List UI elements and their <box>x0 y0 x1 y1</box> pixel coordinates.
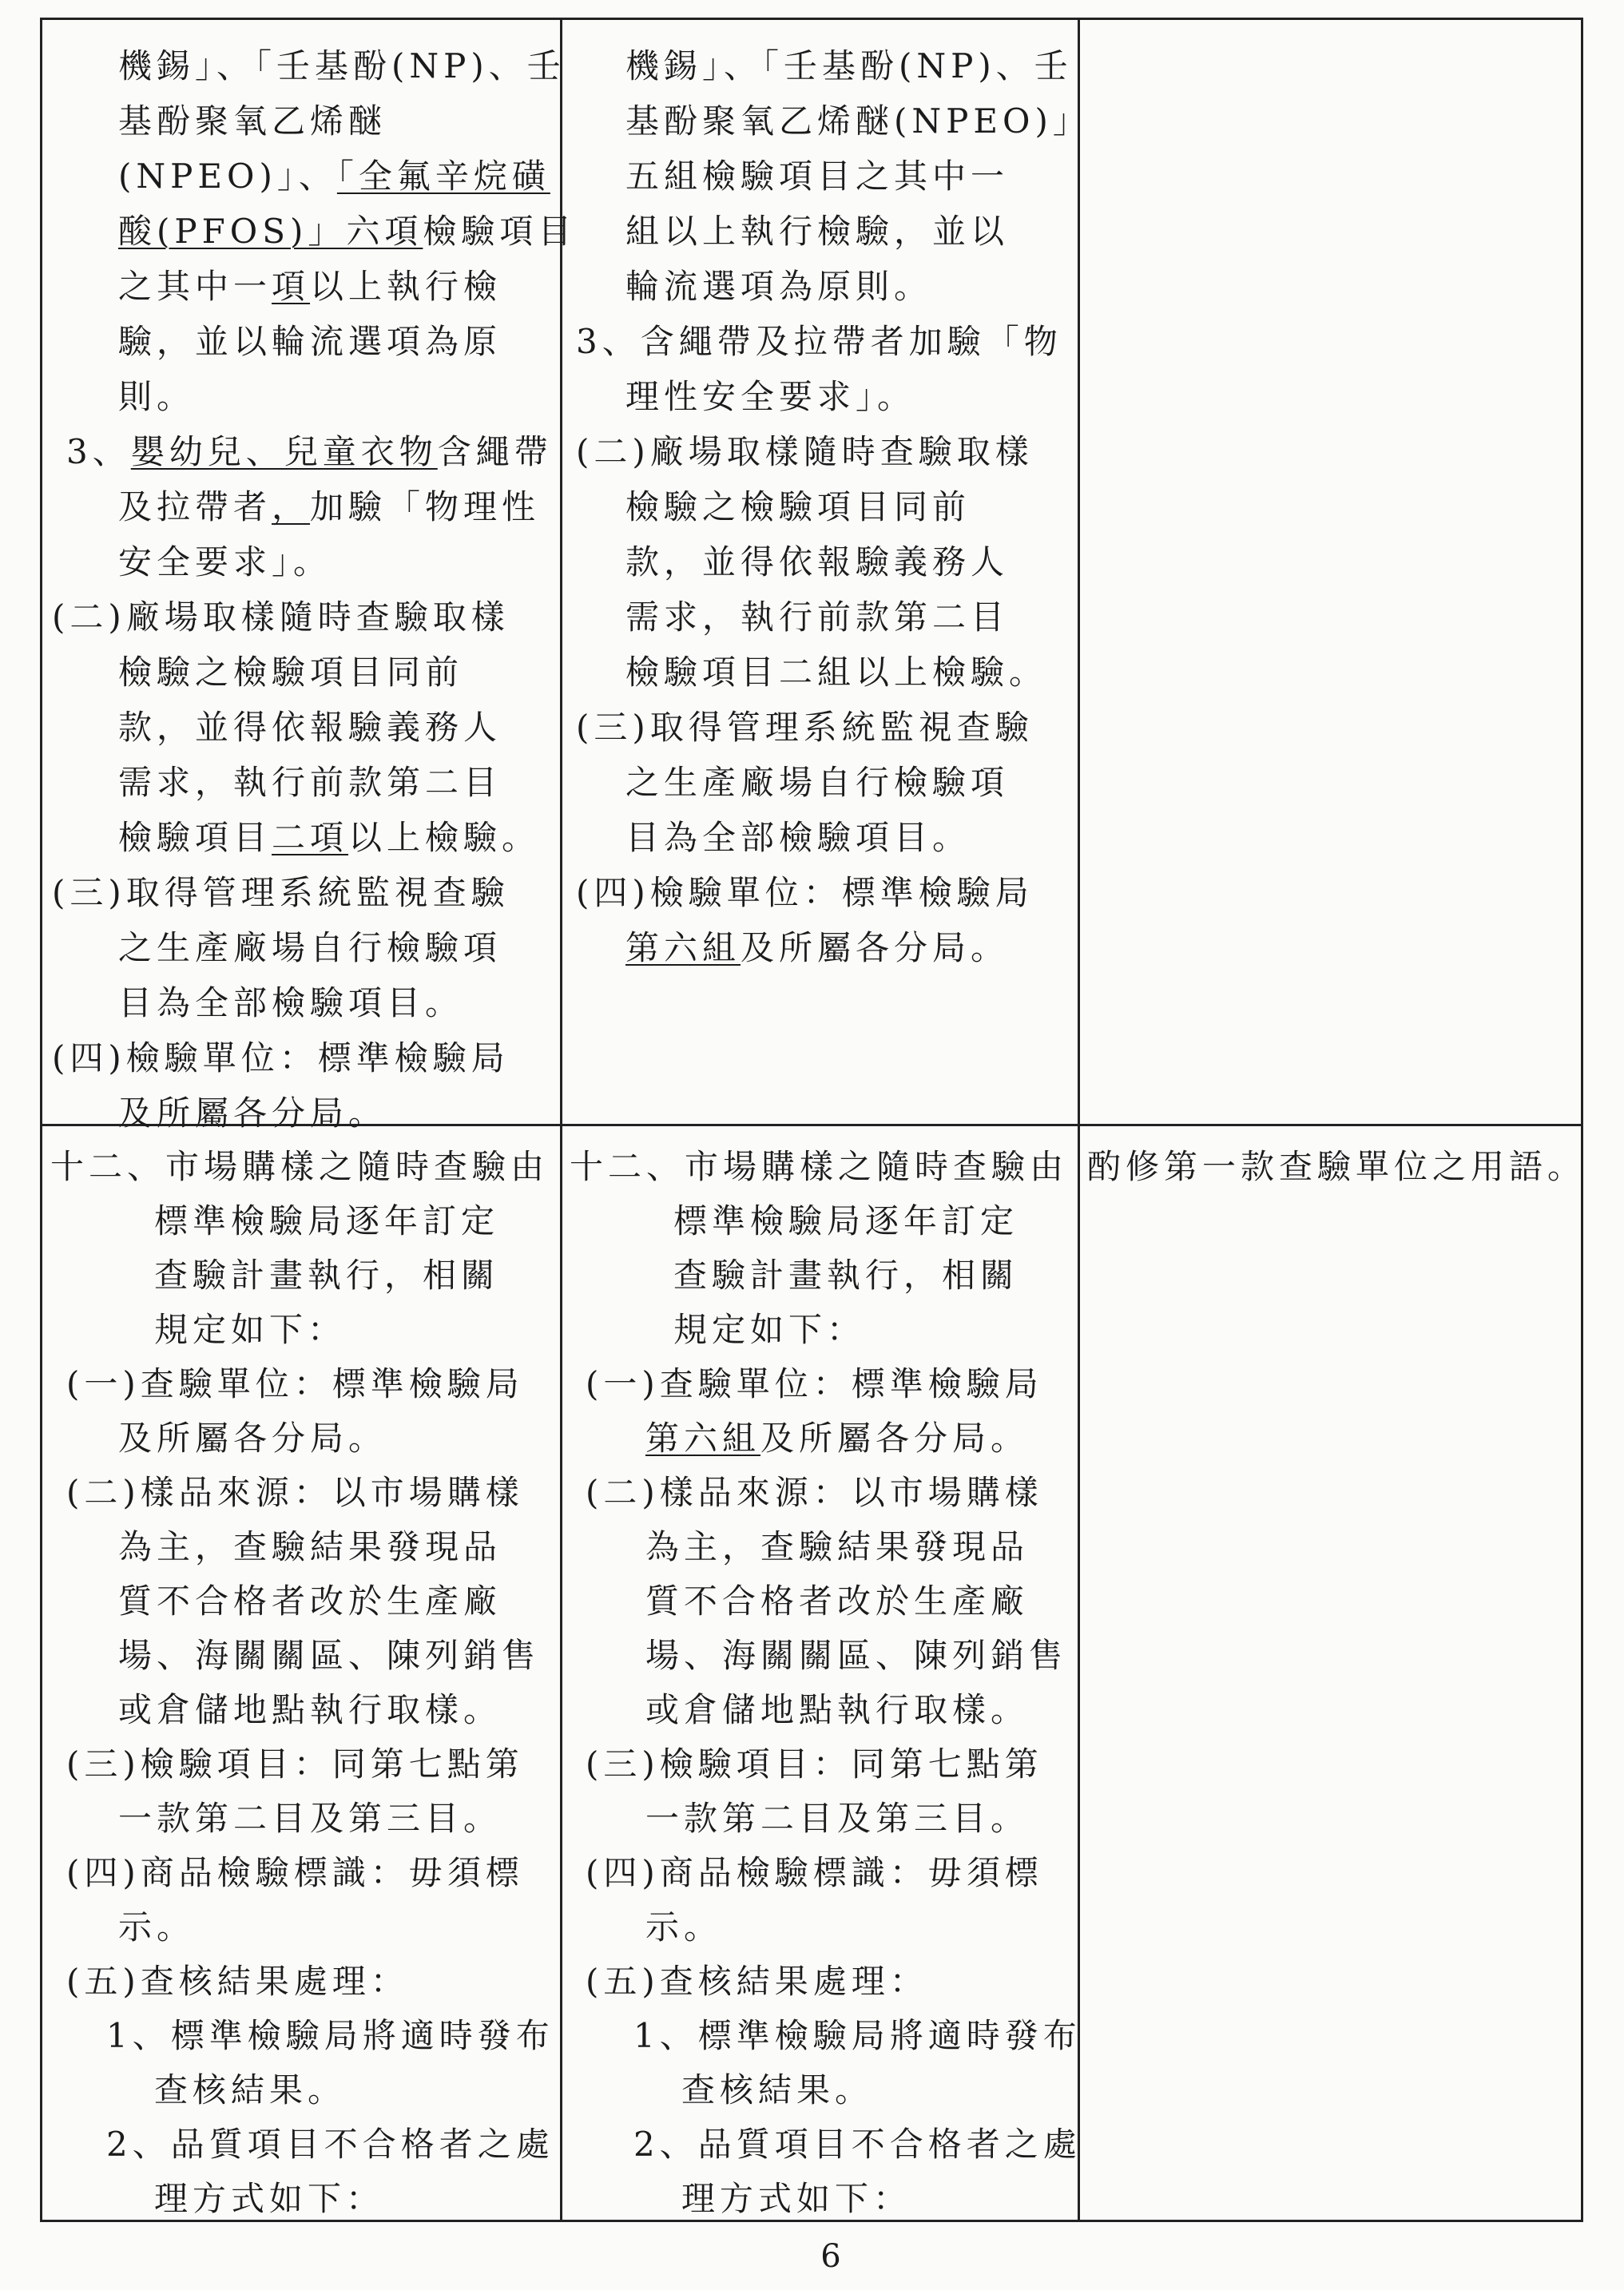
text-line <box>586 1959 928 2004</box>
text-line <box>570 1145 1068 1189</box>
text-line <box>625 154 1009 199</box>
text-segment: 基酚聚氧乙烯醚 <box>118 101 387 141</box>
text-segment: 及所屬各分局。 <box>760 1419 1030 1458</box>
text-line <box>118 1688 502 1732</box>
text-segment: 檢驗項目 <box>118 818 272 857</box>
text-line <box>118 99 387 144</box>
text-line <box>118 540 332 585</box>
underlined-text: 「全氟辛烷磺 <box>336 157 550 196</box>
text-line <box>625 816 971 860</box>
text-segment: 場、海關關區、陳列銷售 <box>118 1636 541 1675</box>
text-segment: (三)檢驗項目：同第七點第 <box>586 1744 1043 1784</box>
text-segment: 目為全部檢驗項目。 <box>118 983 464 1022</box>
text-line <box>106 2122 554 2167</box>
text-segment: (四)檢驗單位：標準檢驗局 <box>576 873 1034 912</box>
text-line <box>625 926 1009 970</box>
text-line <box>118 705 502 750</box>
text-line <box>576 705 1034 750</box>
column-divider <box>560 20 562 2220</box>
text-line <box>154 1308 346 1352</box>
text-line <box>673 1199 1018 1244</box>
text-segment: 以上執行檢 <box>310 267 502 306</box>
text-line <box>118 981 463 1026</box>
text-segment: 輪流選項為原則。 <box>625 267 933 306</box>
text-line <box>52 871 510 915</box>
text-line <box>645 1525 1029 1570</box>
text-line <box>625 485 971 530</box>
comparison-table <box>40 18 1586 2222</box>
text-line <box>586 1470 1043 1515</box>
text-segment: (五)查核結果處理： <box>66 1962 409 2001</box>
text-segment: 或倉儲地點執行取樣。 <box>118 1690 502 1729</box>
text-segment: 十二、市場購樣之隨時查驗由 <box>570 1147 1069 1186</box>
text-segment: 機錫」、「壬基酚(NP)、壬 <box>118 46 566 85</box>
text-line <box>66 1959 409 2004</box>
text-line <box>118 650 463 695</box>
text-segment: 理性安全要求」。 <box>625 377 916 416</box>
text-segment: 質不合格者改於生產廠 <box>645 1582 1030 1621</box>
text-line <box>118 264 502 309</box>
text-line <box>50 1145 549 1189</box>
text-line <box>645 1416 1029 1461</box>
text-line <box>645 1579 1029 1624</box>
text-segment: 及拉帶者 <box>118 487 272 526</box>
text-segment: 基酚聚氧乙烯醚(NPEO)」 <box>625 101 1091 141</box>
text-segment: (四)商品檢驗標識：毋須標 <box>586 1853 1043 1892</box>
text-segment: (一)查驗單位：標準檢驗局 <box>66 1364 524 1403</box>
underlined-text: 項 <box>272 267 311 306</box>
text-segment: 質不合格者改於生產廠 <box>118 1582 502 1621</box>
text-segment: (四)檢驗單位：標準檢驗局 <box>52 1038 510 1078</box>
text-line <box>645 1796 1029 1841</box>
text-line <box>586 1851 1043 1895</box>
text-line <box>66 1362 524 1407</box>
text-segment: 為主，查驗結果發現品 <box>645 1527 1030 1566</box>
text-line <box>645 1633 1067 1678</box>
text-segment: 查驗計畫執行，相關 <box>154 1256 500 1295</box>
text-line <box>576 871 1034 915</box>
text-line <box>673 1253 1018 1298</box>
text-segment: 安全要求」。 <box>118 542 332 581</box>
text-line <box>633 2014 1082 2058</box>
text-segment: 標準檢驗局逐年訂定 <box>673 1201 1019 1240</box>
text-segment: 款，並得依報驗義務人 <box>625 542 1010 581</box>
text-segment: 及所屬各分局。 <box>118 1419 387 1458</box>
text-segment: 理方式如下： <box>154 2179 385 2218</box>
text-segment: 之其中一 <box>118 267 272 306</box>
text-line <box>66 1851 524 1895</box>
text-line <box>66 430 553 474</box>
text-segment: 及所屬各分局。 <box>741 928 1010 967</box>
text-segment: 查核結果。 <box>681 2070 874 2109</box>
text-segment: (五)查核結果處理： <box>586 1962 928 2001</box>
text-segment: 機錫」、「壬基酚(NP)、壬 <box>625 46 1073 85</box>
text-segment: (NPEO)」、 <box>118 157 337 196</box>
text-segment: (二)樣品來源：以市場購樣 <box>66 1473 524 1512</box>
text-segment: (三)取得管理系統監視查驗 <box>52 873 510 912</box>
column-divider <box>1078 20 1080 2220</box>
text-segment: 示。 <box>118 1907 196 1947</box>
text-segment: 檢驗項目 <box>423 212 577 251</box>
text-segment: 一款第二目及第三目。 <box>645 1799 1030 1838</box>
text-line <box>625 44 1073 89</box>
underlined-text: 酸(PFOS)」六項 <box>118 212 423 251</box>
text-line <box>154 2177 384 2221</box>
text-line <box>625 264 932 309</box>
text-segment: 以上檢驗。 <box>348 818 541 857</box>
text-line <box>625 209 1009 254</box>
text-segment: 標準檢驗局逐年訂定 <box>154 1201 500 1240</box>
text-line <box>118 1796 502 1841</box>
text-segment: 2、品質項目不合格者之處 <box>106 2125 554 2164</box>
text-line <box>625 540 1009 585</box>
text-line <box>118 1416 387 1461</box>
underlined-text: 第六組 <box>645 1419 761 1458</box>
text-line <box>118 816 540 860</box>
text-segment: 查核結果。 <box>154 2070 347 2109</box>
text-line <box>154 1199 499 1244</box>
text-line <box>625 650 1047 695</box>
text-line <box>66 1470 524 1515</box>
text-line <box>52 1036 510 1081</box>
text-line <box>681 2177 911 2221</box>
underlined-text: 嬰幼兒、兒童衣物 <box>130 432 438 471</box>
text-segment: 十二、市場購樣之隨時查驗由 <box>50 1147 550 1186</box>
text-line <box>118 209 576 254</box>
text-segment: 驗，並以輪流選項為原 <box>118 322 502 361</box>
text-segment: 場、海關關區、陳列銷售 <box>645 1636 1068 1675</box>
text-segment: 檢驗之檢驗項目同前 <box>625 487 971 526</box>
text-line <box>118 319 502 364</box>
text-line <box>625 99 1091 144</box>
underlined-text: ， <box>272 487 311 526</box>
text-segment: 1、標準檢驗局將適時發布 <box>633 2016 1082 2055</box>
text-line <box>154 1253 499 1298</box>
text-line <box>576 319 1062 364</box>
text-segment: 1、標準檢驗局將適時發布 <box>106 2016 554 2055</box>
text-line <box>625 760 1009 805</box>
text-line <box>118 926 502 970</box>
text-segment: 3、 <box>66 432 131 471</box>
text-segment: (二)廠場取樣隨時查驗取樣 <box>576 432 1034 471</box>
text-line <box>673 1308 865 1352</box>
text-segment: 之生產廠場自行檢驗項 <box>625 763 1010 802</box>
text-line <box>645 1905 722 1950</box>
text-segment: 及所屬各分局。 <box>118 1093 387 1133</box>
text-segment: 查驗計畫執行，相關 <box>673 1256 1019 1295</box>
text-line <box>586 1742 1043 1787</box>
underlined-text: 第六組 <box>625 928 741 967</box>
text-line <box>586 1362 1043 1407</box>
text-line <box>681 2068 873 2113</box>
text-line <box>625 375 915 419</box>
text-line <box>118 154 550 199</box>
text-line <box>118 375 195 419</box>
text-line <box>118 760 502 805</box>
text-segment: 需求，執行前款第二目 <box>625 597 1010 637</box>
text-segment: (四)商品檢驗標識：毋須標 <box>66 1853 524 1892</box>
text-line <box>154 2068 346 2113</box>
text-segment: 為主，查驗結果發現品 <box>118 1527 502 1566</box>
text-segment: 五組檢驗項目之其中一 <box>625 157 1010 196</box>
text-segment: (三)取得管理系統監視查驗 <box>576 708 1034 747</box>
text-line <box>118 485 540 530</box>
text-segment: (二)廠場取樣隨時查驗取樣 <box>52 597 510 637</box>
text-segment: (二)樣品來源：以市場購樣 <box>586 1473 1043 1512</box>
text-line <box>633 2122 1082 2167</box>
text-segment: 檢驗之檢驗項目同前 <box>118 653 464 692</box>
text-segment: 或倉儲地點執行取樣。 <box>645 1690 1030 1729</box>
text-line <box>118 1905 195 1950</box>
text-segment: 3、含繩帶及拉帶者加驗「物 <box>576 322 1062 361</box>
text-line <box>118 1091 387 1136</box>
text-segment: 一款第二目及第三目。 <box>118 1799 502 1838</box>
text-line <box>52 595 510 640</box>
text-line <box>106 2014 554 2058</box>
text-segment: 需求，執行前款第二目 <box>118 763 502 802</box>
text-segment: (三)檢驗項目：同第七點第 <box>66 1744 524 1784</box>
text-segment: 規定如下： <box>154 1310 347 1349</box>
text-segment: 檢驗項目二組以上檢驗。 <box>625 653 1048 692</box>
text-segment: 示。 <box>645 1907 723 1947</box>
text-line <box>118 1579 502 1624</box>
text-segment: 組以上執行檢驗，並以 <box>625 212 1010 251</box>
text-line <box>625 595 1009 640</box>
text-segment: 之生產廠場自行檢驗項 <box>118 928 502 967</box>
page-number: 6 <box>820 2238 841 2275</box>
underlined-text: 二項 <box>272 818 349 857</box>
text-line <box>118 44 566 89</box>
text-segment: 規定如下： <box>673 1310 866 1349</box>
text-line <box>118 1633 540 1678</box>
text-line <box>576 430 1034 474</box>
text-segment: 2、品質項目不合格者之處 <box>633 2125 1082 2164</box>
text-line <box>1087 1145 1586 1189</box>
text-segment: 目為全部檢驗項目。 <box>625 818 971 857</box>
text-line <box>118 1525 502 1570</box>
text-segment: (一)查驗單位：標準檢驗局 <box>586 1364 1043 1403</box>
text-line <box>66 1742 524 1787</box>
text-segment: 則。 <box>118 377 196 416</box>
text-segment: 含繩帶 <box>437 432 553 471</box>
text-line <box>645 1688 1029 1732</box>
text-segment: 款，並得依報驗義務人 <box>118 708 502 747</box>
text-segment: 加驗「物理性 <box>310 487 541 526</box>
text-segment: 理方式如下： <box>681 2179 912 2218</box>
text-segment: 酌修第一款查驗單位之用語。 <box>1087 1147 1586 1186</box>
